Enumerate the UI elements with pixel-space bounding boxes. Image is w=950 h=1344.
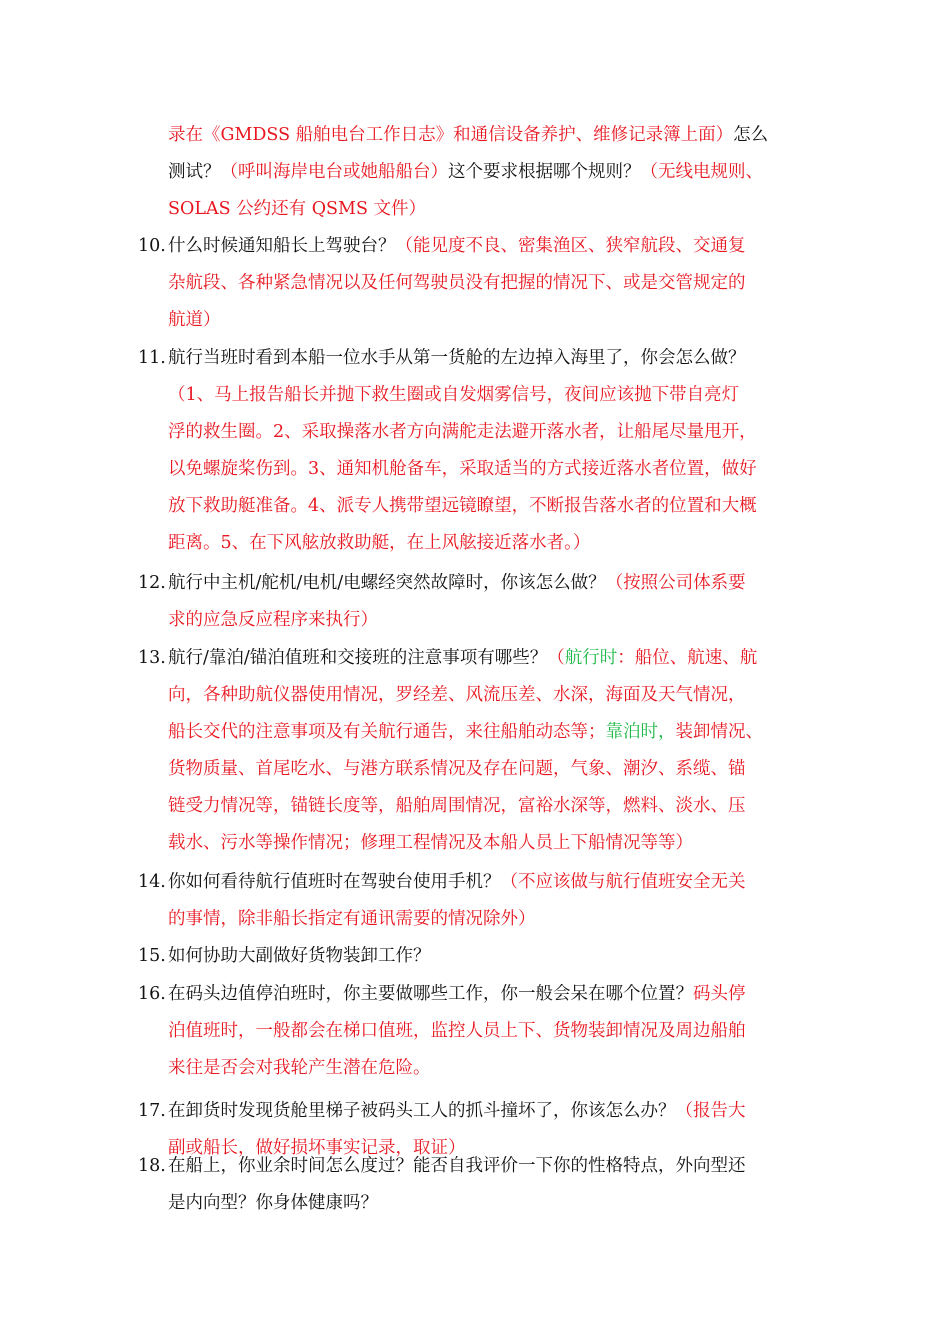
question-number: 13. bbox=[138, 648, 166, 668]
answer-text: 以免螺旋桨伤到。3、通知机舱备车，采取适当的方式接近落水者位置，做好 bbox=[168, 459, 757, 479]
question-text: 在船上，你业余时间怎么度过？能否自我评价一下你的性格特点，外向型还 bbox=[168, 1156, 746, 1176]
text-line bbox=[168, 1050, 818, 1087]
answer-text: （能见度不良、密集渔区、狭窄航段、交通复 bbox=[395, 236, 746, 256]
answer-text: 来往是否会对我轮产生潜在危险。 bbox=[168, 1058, 431, 1078]
question-text: 你如何看待航行值班时在驾驶台使用手机？ bbox=[168, 872, 501, 892]
text-line bbox=[168, 414, 818, 451]
question-text: 在卸货时发现货舱里梯子被码头工人的抓斗撞坏了，你该怎么办？ bbox=[168, 1101, 676, 1121]
answer-text: （按照公司体系要 bbox=[605, 573, 746, 593]
answer-text: 货物质量、首尾吃水、与港方联系情况及存在问题，气象、潮汐、系缆、锚 bbox=[168, 759, 746, 779]
question-text: 测试？ bbox=[168, 162, 221, 182]
question-9-continuation bbox=[138, 117, 818, 228]
text-line bbox=[168, 228, 818, 265]
question-18 bbox=[138, 1148, 818, 1222]
question-text: 航行中主机/舵机/电机/电螺经突然故障时，你该怎么做？ bbox=[168, 573, 606, 593]
text-line bbox=[168, 154, 818, 191]
text-line bbox=[168, 488, 818, 525]
answer-text: 副或船长，做好损坏事实记录，取证） bbox=[168, 1138, 466, 1158]
question-number: 17. bbox=[138, 1101, 166, 1121]
text-line bbox=[168, 751, 818, 788]
text-line bbox=[168, 1013, 818, 1050]
text-line bbox=[168, 640, 818, 677]
answer-text: 航道） bbox=[168, 310, 221, 330]
question-text: 怎么 bbox=[733, 125, 769, 145]
text-line bbox=[168, 1093, 818, 1130]
answer-text: 靠泊时， bbox=[605, 722, 676, 742]
answer-text: 杂航段、各种紧急情况以及任何驾驶员没有把握的情况下、或是交管规定的 bbox=[168, 273, 746, 293]
question-text: 是内向型？你身体健康吗？ bbox=[168, 1193, 378, 1213]
answer-text: 泊值班时，一般都会在梯口值班，监控人员上下、货物装卸情况及周边船舶 bbox=[168, 1021, 746, 1041]
question-text: 如何协助大副做好货物装卸工作？ bbox=[168, 946, 431, 966]
question-number: 15. bbox=[138, 946, 166, 966]
text-line bbox=[168, 525, 818, 562]
question-15 bbox=[138, 938, 818, 975]
text-line bbox=[168, 1185, 818, 1222]
text-line bbox=[168, 377, 818, 414]
text-line bbox=[168, 565, 818, 602]
answer-text: 链受力情况等，锚链长度等，船舶周围情况，富裕水深等，燃料、淡水、压 bbox=[168, 796, 746, 816]
question-number: 14. bbox=[138, 872, 166, 892]
question-number: 18. bbox=[138, 1156, 166, 1176]
answer-text: 船长交代的注意事项及有关航行通告，来往船舶动态等； bbox=[168, 722, 606, 742]
question-content bbox=[168, 228, 818, 339]
answer-text: 求的应急反应程序来执行） bbox=[168, 610, 378, 630]
answer-text: （呼叫海岸电台或她船船台） bbox=[220, 162, 448, 182]
text-line bbox=[168, 864, 818, 901]
text-line bbox=[168, 602, 818, 639]
question-content bbox=[168, 976, 818, 1087]
answer-text: 录在《GMDSS 船舶电台工作日志》和通信设备养护、维修记录簿上面） bbox=[168, 125, 734, 145]
question-text: 什么时候通知船长上驾驶台？ bbox=[168, 236, 396, 256]
question-content bbox=[168, 117, 818, 228]
text-line bbox=[168, 825, 818, 862]
answer-text: 码头停 bbox=[693, 984, 746, 1004]
question-11 bbox=[138, 340, 818, 562]
answer-text: 向，各种助航仪器使用情况，罗经差、风流压差、水深，海面及天气情况， bbox=[168, 685, 746, 705]
question-number: 12. bbox=[138, 573, 166, 593]
question-number: 10. bbox=[138, 236, 166, 256]
answer-text: 载水、污水等操作情况；修理工程情况及本船人员上下船情况等等） bbox=[168, 833, 693, 853]
answer-text: SOLAS 公约还有 QSMS 文件） bbox=[168, 199, 427, 219]
text-line bbox=[168, 302, 818, 339]
text-line bbox=[168, 451, 818, 488]
answer-text: （报告大 bbox=[675, 1101, 746, 1121]
question-number: 11. bbox=[138, 348, 166, 368]
answer-text: ：船位、航速、航 bbox=[617, 648, 758, 668]
question-content bbox=[168, 640, 818, 862]
question-content bbox=[168, 565, 818, 639]
text-line bbox=[168, 938, 818, 975]
text-line bbox=[168, 788, 818, 825]
question-14 bbox=[138, 864, 818, 938]
answer-text: （不应该做与航行值班安全无关 bbox=[500, 872, 746, 892]
text-line bbox=[168, 265, 818, 302]
answer-text: （无线电规则、 bbox=[640, 162, 763, 182]
answer-text: 的事情，除非船长指定有通讯需要的情况除外） bbox=[168, 909, 536, 929]
answer-text: 航行时 bbox=[564, 648, 618, 668]
question-number: 16. bbox=[138, 984, 166, 1004]
text-line bbox=[168, 117, 818, 154]
answer-text: 放下救助艇准备。4、派专人携带望远镜瞭望，不断报告落水者的位置和大概 bbox=[168, 496, 757, 516]
question-text: 航行当班时看到本船一位水手从第一货舱的左边掉入海里了，你会怎么做？ bbox=[168, 348, 746, 368]
question-text: 这个要求根据哪个规则？ bbox=[448, 162, 641, 182]
text-line bbox=[168, 901, 818, 938]
text-line bbox=[168, 714, 818, 751]
text-line bbox=[168, 1148, 818, 1185]
question-content bbox=[168, 1148, 818, 1222]
text-line bbox=[168, 340, 818, 377]
question-content bbox=[168, 938, 818, 975]
question-12 bbox=[138, 565, 818, 639]
text-line bbox=[168, 191, 818, 228]
question-16 bbox=[138, 976, 818, 1087]
question-content bbox=[168, 340, 818, 562]
question-text: 航行/靠泊/锚泊值班和交接班的注意事项有哪些？ bbox=[168, 648, 548, 668]
text-line bbox=[168, 976, 818, 1013]
answer-text: 浮的救生圈。2、采取操落水者方向满舵走法避开落水者，让船尾尽量甩开， bbox=[168, 422, 757, 442]
question-text: 在码头边值停泊班时，你主要做哪些工作，你一般会呆在哪个位置？ bbox=[168, 984, 693, 1004]
question-10 bbox=[138, 228, 818, 339]
answer-text: 距离。5、在下风舷放救助艇，在上风舷接近落水者。） bbox=[168, 533, 591, 553]
answer-text: （ bbox=[547, 648, 565, 668]
question-13 bbox=[138, 640, 818, 862]
answer-text: 装卸情况、 bbox=[675, 722, 763, 742]
answer-text: （1、马上报告船长并抛下救生圈或自发烟雾信号，夜间应该抛下带自亮灯 bbox=[168, 385, 740, 405]
text-line bbox=[168, 677, 818, 714]
question-content bbox=[168, 864, 818, 938]
